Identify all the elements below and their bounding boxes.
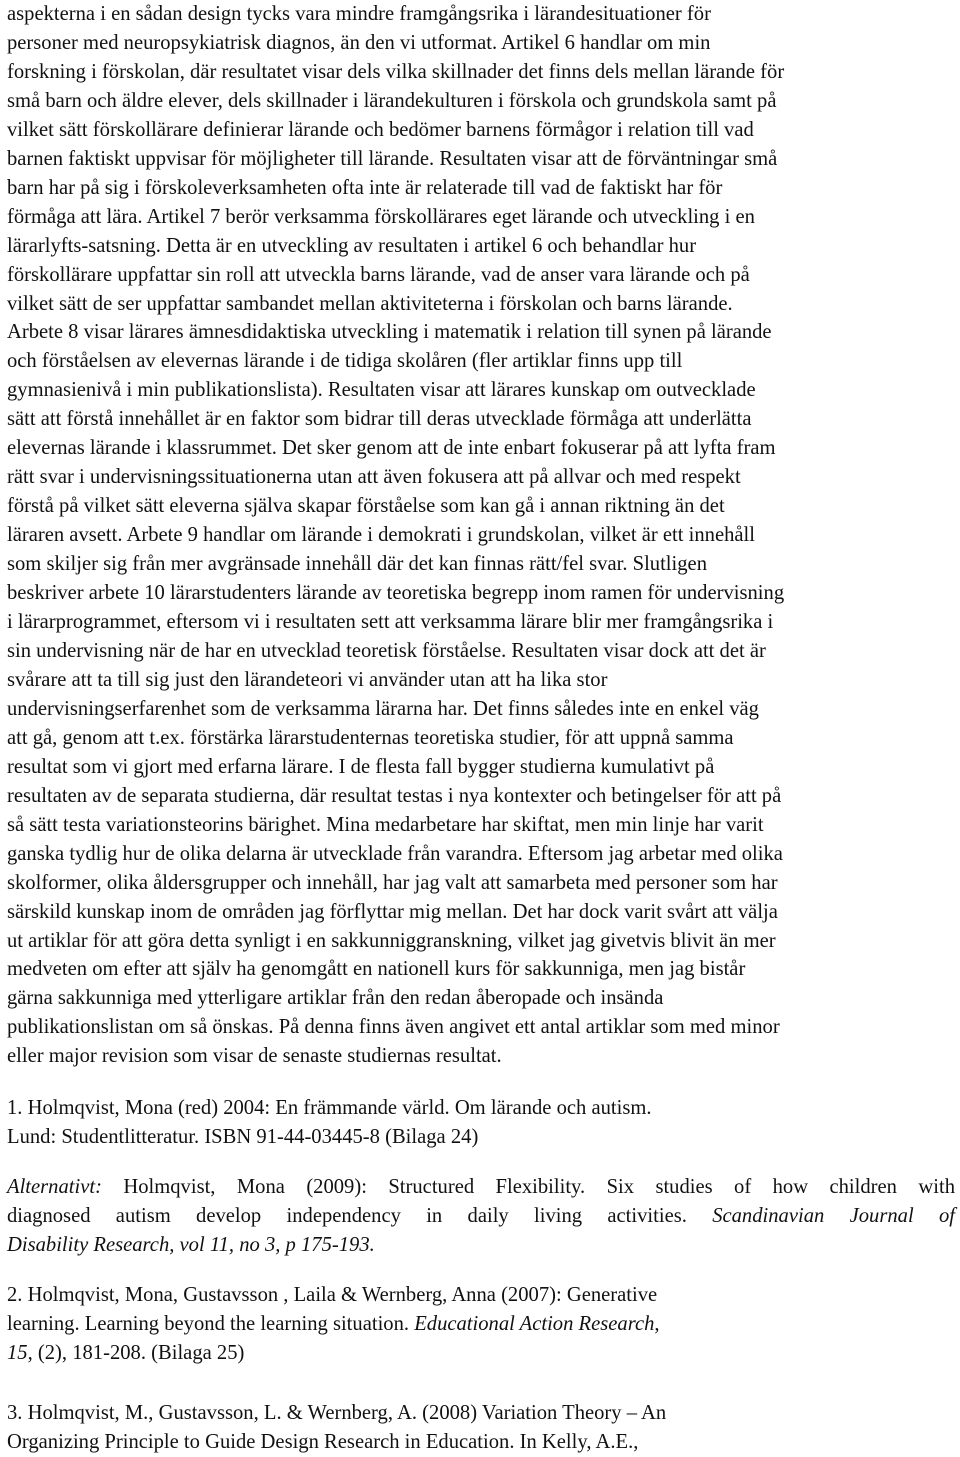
body-line: förskollärare uppfattar sin roll att utveckla barns lärande, vad de anser vara lärande och på xyxy=(7,263,750,286)
body-line: och förståelsen av elevernas lärande i de tidiga skolåren (fler artiklar finns upp till xyxy=(7,350,683,373)
body-line: publikationslistan om så önskas. På denna finns även angivet ett antal artiklar som med minor xyxy=(7,1016,780,1039)
body-line: förstå på vilket sätt eleverna själva skapar förståelse som kan gå i annan riktning än det xyxy=(7,495,725,518)
reference-2-title: learning. Learning beyond the learning situation. xyxy=(7,1312,415,1335)
body-line: så sätt testa variationsteorins bärighet. Mina medarbetare har skiftat, men min linje har varit xyxy=(7,813,764,836)
body-line: medveten om efter att själv ha genomgått en nationell kurs för sakkunniga, men jag bistår xyxy=(7,958,746,981)
reference-alt-line-2-text: diagnosed autism develop independency in daily living activities. xyxy=(7,1204,713,1227)
body-line: barn har på sig i förskoleverksamheten ofta inte är relaterade till vad de faktiskt har för xyxy=(7,176,723,199)
body-line: sin undervisning när de har en utvecklad teoretisk förståelse. Resultaten visar dock att det är xyxy=(7,639,766,662)
body-line: som skiljer sig från mer avgränsade innehåll där det kan finnas rätt/fel svar. Slutligen xyxy=(7,553,707,576)
body-line: beskriver arbete 10 lärarstudenters lärande av teoretiska begrepp inom ramen för undervisning xyxy=(7,582,785,605)
reference-list xyxy=(7,1094,955,1457)
body-line: elevernas lärande i klassrummet. Det sker genom att de inte enbart fokuserar på att lyfta fram xyxy=(7,437,776,460)
reference-2-pages: , (2), 181-208. (Bilaga 25) xyxy=(27,1341,245,1364)
body-line: eller major revision som visar de senaste studiernas resultat. xyxy=(7,1045,502,1068)
body-line: förmåga att lära. Artikel 7 berör verksamma förskollärares eget lärande och utveckling i en xyxy=(7,205,755,228)
alternativt-label: Alternativt: xyxy=(7,1175,102,1198)
body-line: vilket sätt de ser uppfattar sambandet mellan aktiviteterna i förskolan och barns lärande. xyxy=(7,292,733,315)
body-line: ut artiklar för att göra detta synligt i en sakkunniggranskning, vilket jag givetvis blivit än mer xyxy=(7,929,776,952)
reference-2-journal: Educational Action Research xyxy=(414,1312,655,1335)
reference-item-2 xyxy=(7,1281,955,1368)
body-line: forskning i förskolan, där resultatet visar dels vilka skillnader det finns dels mellan lärande för xyxy=(7,60,785,83)
reference-2-volume: 15 xyxy=(7,1341,28,1364)
reference-2-line-3 xyxy=(7,1339,955,1368)
reference-alt-journal: Scandinavian Journal of xyxy=(712,1204,955,1227)
body-line: undervisningserfarenhet som de verksamma lärarna har. Det finns således inte en enkel väg xyxy=(7,697,759,720)
reference-3-line-2: Organizing Principle to Guide Design Research in Education. In Kelly, A.E., xyxy=(7,1430,639,1453)
body-line: läraren avsett. Arbete 9 handlar om lärande i demokrati i grundskolan, vilket är ett innehåll xyxy=(7,524,755,547)
body-line: ganska tydlig hur de olika delarna är utvecklade från varandra. Eftersom jag arbetar med olika xyxy=(7,842,783,865)
reference-3-line-1: 3. Holmqvist, M., Gustavsson, L. & Wernberg, A. (2008) Variation Theory – An xyxy=(7,1401,667,1424)
body-line: barnen faktiskt uppvisar för möjligheter till lärande. Resultaten visar att de förväntningar små xyxy=(7,147,778,170)
body-line: aspekterna i en sådan design tycks vara mindre framgångsrika i lärandesituationer för xyxy=(7,3,711,25)
body-line: sätt att förstå innehållet är en faktor som bidrar till deras utvecklade förmåga att underlätta xyxy=(7,408,752,431)
reference-item-3 xyxy=(7,1399,955,1457)
body-line: små barn och äldre elever, dels skillnader i lärandekulturen i förskola och grundskola samt på xyxy=(7,89,777,112)
body-line: i lärarprogrammet, eftersom vi i resultaten sett att verksamma lärare blir mer framgångsrika i xyxy=(7,611,774,634)
body-line: Arbete 8 visar lärares ämnesdidaktiska utveckling i matematik i relation till synen på lärande xyxy=(7,321,772,344)
reference-item-alternative xyxy=(7,1173,955,1260)
body-line: gärna sakkunniga med ytterligare artiklar från den redan åberopade och insända xyxy=(7,987,664,1010)
reference-2-line-2 xyxy=(7,1310,955,1339)
body-line: personer med neuropsykiatrisk diagnos, än den vi utformat. Artikel 6 handlar om min xyxy=(7,31,711,54)
reference-1-line-1: 1. Holmqvist, Mona (red) 2004: En främmande värld. Om lärande och autism. xyxy=(7,1097,652,1119)
reference-2-comma: , xyxy=(654,1312,660,1335)
body-line: svårare att ta till sig just den lärandeteori vi använder utan att ha lika stor xyxy=(7,668,608,691)
body-line: särskild kunskap inom de områden jag förflyttar mig mellan. Det har dock varit svårt att välja xyxy=(7,900,778,923)
body-line: resultaten av de separata studierna, där resultat testas i nya kontexter och betingelser för att på xyxy=(7,784,782,807)
reference-alt-line-1-text: Holmqvist, Mona (2009): Structured Flexibility. Six studies of how children with xyxy=(101,1175,955,1198)
body-line: rätt svar i undervisningssituationerna utan att även fokusera att på allvar och med respekt xyxy=(7,466,741,489)
body-line: att gå, genom att t.ex. förstärka lärarstudenternas teoretiska studier, för att uppnå samma xyxy=(7,726,734,749)
body-line: skolformer, olika åldersgrupper och innehåll, har jag valt att samarbeta med personer som har xyxy=(7,871,778,894)
reference-alt-line-1 xyxy=(7,1173,955,1202)
body-line: resultat som vi gjort med erfarna lärare. I de flesta fall bygger studierna kumulativt på xyxy=(7,755,715,778)
reference-alt-line-3 xyxy=(7,1231,955,1260)
body-line: vilket sätt förskollärare definierar lärande och bedömer barnens förmågor i relation till vad xyxy=(7,118,754,141)
reference-item-1 xyxy=(7,1094,955,1152)
reference-alt-journal-details: Disability Research, vol 11, no 3, p 175-193. xyxy=(7,1233,375,1256)
body-paragraph xyxy=(7,0,953,1071)
body-line: lärarlyfts-satsning. Detta är en utveckling av resultaten i artikel 6 och behandlar hur xyxy=(7,234,697,257)
reference-alt-line-2 xyxy=(7,1202,955,1231)
reference-2-line-1: 2. Holmqvist, Mona, Gustavsson , Laila & Wernberg, Anna (2007): Generative xyxy=(7,1283,658,1306)
body-line: gymnasienivå i min publikationslista). Resultaten visar att lärares kunskap om outvecklade xyxy=(7,379,756,402)
reference-1-line-2: Lund: Studentlitteratur. ISBN 91-44-03445-8 (Bilaga 24) xyxy=(7,1125,479,1148)
